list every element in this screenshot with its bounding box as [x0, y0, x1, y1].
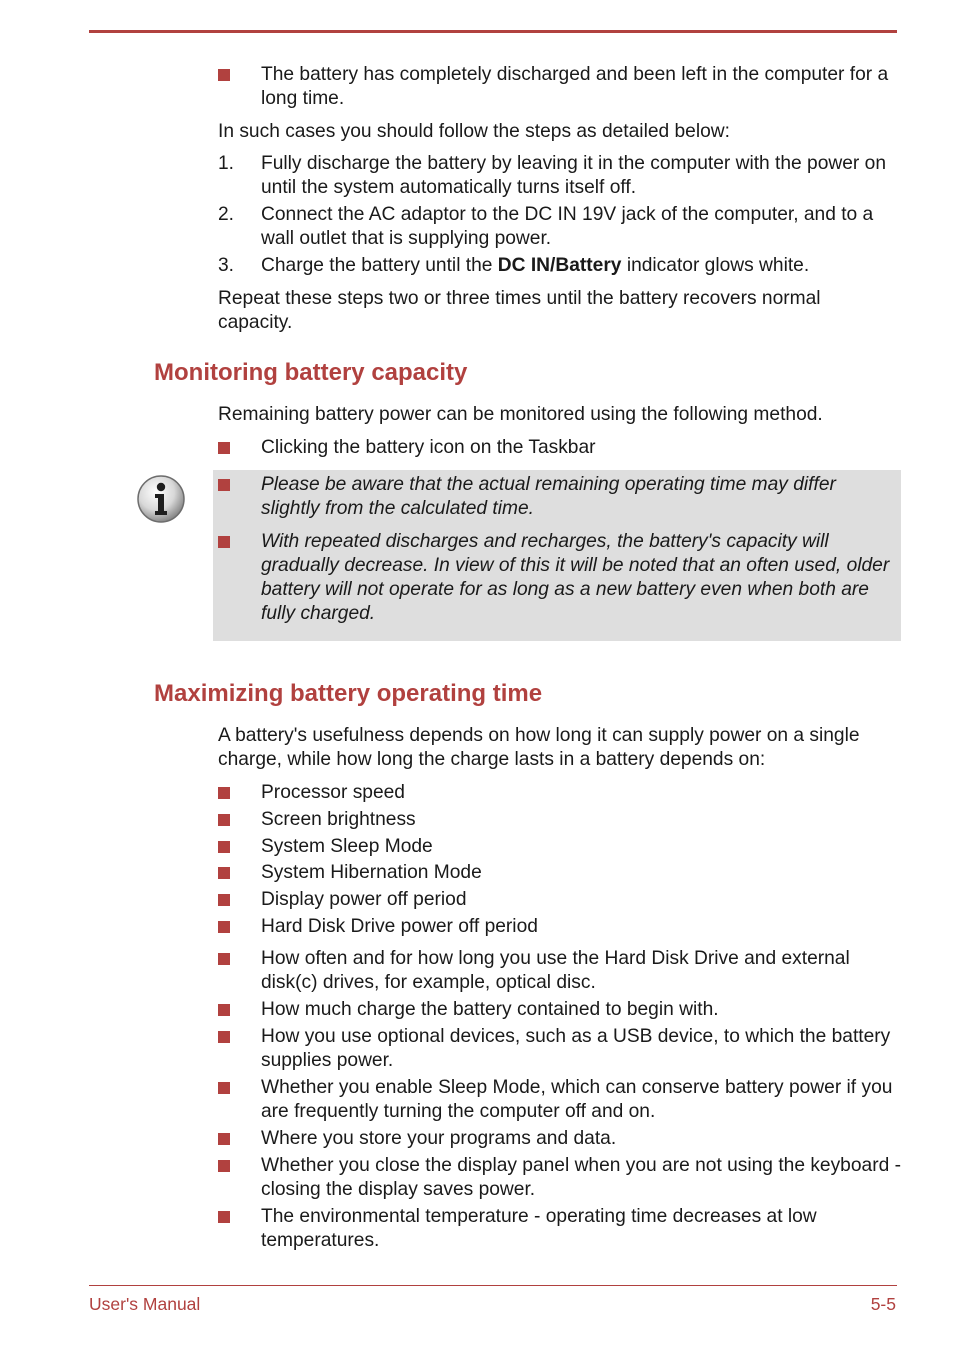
step-text: Fully discharge the battery by leaving it in the computer with the power on until the system automatically turns itself off. [261, 153, 886, 198]
list-item: How much charge the battery contained to begin with. [261, 999, 719, 1020]
bullet-marker [218, 1133, 230, 1145]
list-item: Hard Disk Drive power off period [261, 916, 538, 937]
bullet-marker [218, 921, 230, 933]
bullet-marker [218, 894, 230, 906]
bullet-text: Clicking the battery icon on the Taskbar [261, 437, 596, 458]
monitoring-intro: Remaining battery power can be monitored using the following method. [218, 404, 823, 425]
maximizing-intro: A battery's usefulness depends on how long it can supply power on a single charge, while how long the charge lasts in a battery depends on: [218, 725, 860, 770]
footer-title: User's Manual [89, 1294, 201, 1314]
header-rule [89, 30, 897, 33]
note-bullet-marker [218, 479, 230, 491]
list-item: The environmental temperature - operating time decreases at low temperatures. [261, 1206, 817, 1251]
bullet-marker [218, 1082, 230, 1094]
step-number: 1. [218, 153, 235, 174]
list-item: Display power off period [261, 889, 467, 910]
list-item: System Sleep Mode [261, 836, 433, 857]
list-item: Whether you close the display panel when you are not using the keyboard - closing the display saves power. [261, 1155, 901, 1200]
info-icon [136, 474, 186, 524]
bullet-marker [218, 867, 230, 879]
list-item: System Hibernation Mode [261, 862, 482, 883]
steps-intro: In such cases you should follow the steps as detailed below: [218, 121, 730, 142]
list-item: Where you store your programs and data. [261, 1128, 617, 1149]
bullet-marker [218, 814, 230, 826]
note-bullet-marker [218, 536, 230, 548]
bullet-marker [218, 69, 230, 81]
note-text: Please be aware that the actual remaining operating time may differ slightly from the calculated time. [261, 474, 836, 519]
page-number: 5-5 [870, 1294, 896, 1314]
bullet-text: The battery has completely discharged and been left in the computer for a long time. [261, 64, 889, 109]
footer-rule [89, 1285, 897, 1286]
bullet-marker [218, 1211, 230, 1223]
step-number: 2. [218, 204, 235, 225]
repeat-paragraph: Repeat these steps two or three times until the battery recovers normal capacity. [218, 288, 821, 333]
bullet-marker [218, 953, 230, 965]
step-text: Charge the battery until the DC IN/Battery indicator glows white. [261, 255, 810, 276]
section-heading-monitoring: Monitoring battery capacity [154, 359, 468, 386]
bullet-marker [218, 787, 230, 799]
bullet-marker [218, 442, 230, 454]
indicator-name: DC IN/Battery [497, 255, 622, 276]
section-heading-maximizing: Maximizing battery operating time [154, 680, 543, 707]
step-number: 3. [218, 255, 235, 276]
bullet-marker [218, 841, 230, 853]
note-box [213, 470, 901, 641]
list-item: Screen brightness [261, 809, 416, 830]
list-item: How often and for how long you use the Hard Disk Drive and external disk(c) drives, for example, optical disc. [261, 948, 850, 993]
list-item: How you use optional devices, such as a USB device, to which the battery supplies power. [261, 1026, 891, 1071]
bullet-marker [218, 1031, 230, 1043]
bullet-marker [218, 1160, 230, 1172]
note-text: With repeated discharges and recharges, the battery's capacity will gradually decrease. In view of this it will be noted that an often used, older battery will not operate for as long as a new battery even when both are fully charged. [261, 531, 890, 624]
list-item: Processor speed [261, 782, 405, 803]
bullet-marker [218, 1004, 230, 1016]
step-text: Connect the AC adaptor to the DC IN 19V jack of the computer, and to a wall outlet that is supplying power. [261, 204, 874, 249]
list-item: Whether you enable Sleep Mode, which can conserve battery power if you are frequently turning the computer off and on. [261, 1077, 893, 1122]
